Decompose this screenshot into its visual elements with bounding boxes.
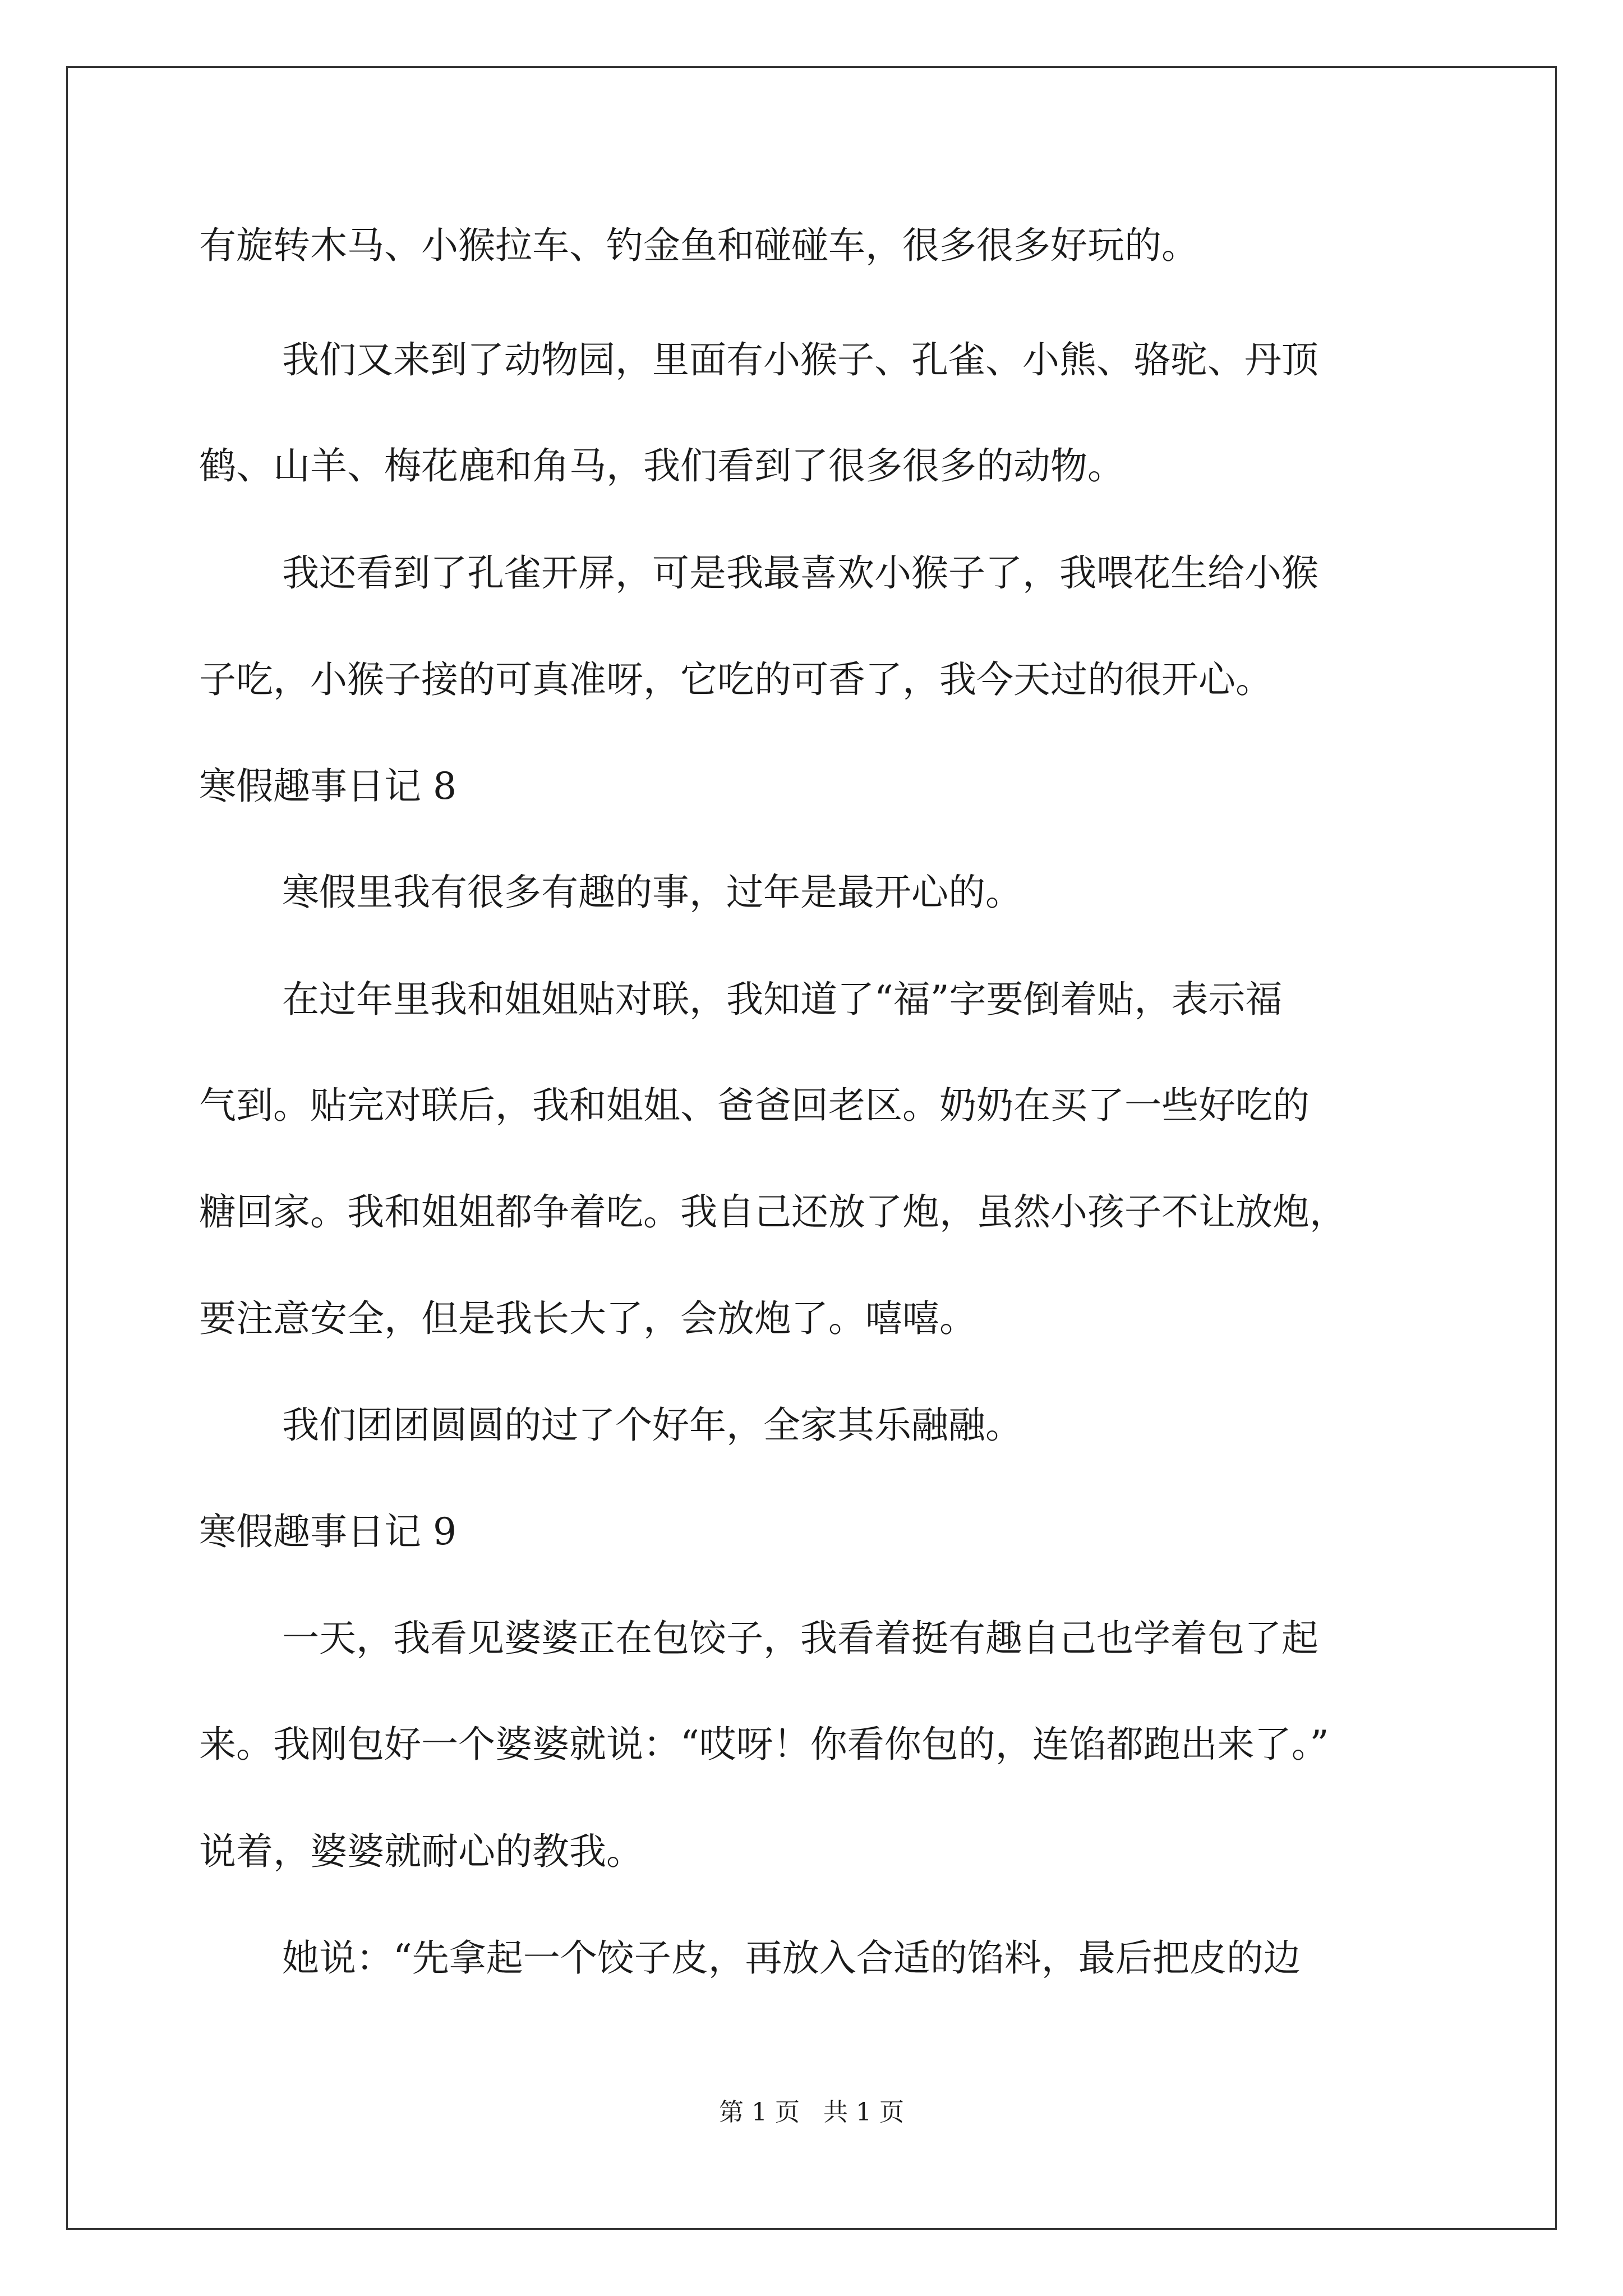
text-line: 我们团团圆圆的过了个好年，全家其乐融融。 (282, 1404, 1022, 1447)
page-border (66, 66, 1557, 2230)
text-line: 我们又来到了动物园，里面有小猴子、孔雀、小熊、骆驼、丹顶 (282, 338, 1318, 381)
page-footer: 第 1 页 共 1 页 (719, 2098, 904, 2127)
text-line: 在过年里我和姐姐贴对联，我知道了“福”字要倒着贴，表示福 (282, 978, 1283, 1021)
text-line: 一天，我看见婆婆正在包饺子，我看着挺有趣自己也学着包了起 (282, 1617, 1318, 1660)
text-line: 子吃，小猴子接的可真准呀，它吃的可香了，我今天过的很开心。 (199, 658, 1272, 701)
text-line: 有旋转木马、小猴拉车、钓金鱼和碰碰车，很多很多好玩的。 (199, 224, 1198, 267)
section-heading: 寒假趣事日记 8 (199, 765, 457, 808)
text-line: 糖回家。我和姐姐都争着吃。我自己还放了炮，虽然小孩子不让放炮， (199, 1190, 1347, 1234)
text-line: 气到。贴完对联后，我和姐姐、爸爸回老区。奶奶在买了一些好吃的 (199, 1084, 1310, 1127)
text-line: 她说：“先拿起一个饺子皮，再放入合适的馅料，最后把皮的边 (282, 1936, 1301, 1980)
text-line: 来。我刚包好一个婆婆就说：“哎呀！你看你包的，连馅都跑出来了。” (199, 1723, 1329, 1766)
text-line: 说着，婆婆就耐心的教我。 (199, 1830, 643, 1873)
text-line: 要注意安全，但是我长大了，会放炮了。嘻嘻。 (199, 1297, 976, 1340)
text-line: 鹤、山羊、梅花鹿和角马，我们看到了很多很多的动物。 (199, 444, 1124, 487)
text-line: 寒假里我有很多有趣的事，过年是最开心的。 (282, 871, 1022, 914)
section-heading: 寒假趣事日记 9 (199, 1510, 457, 1553)
text-line: 我还看到了孔雀开屏，可是我最喜欢小猴子了，我喂花生给小猴 (282, 551, 1318, 595)
